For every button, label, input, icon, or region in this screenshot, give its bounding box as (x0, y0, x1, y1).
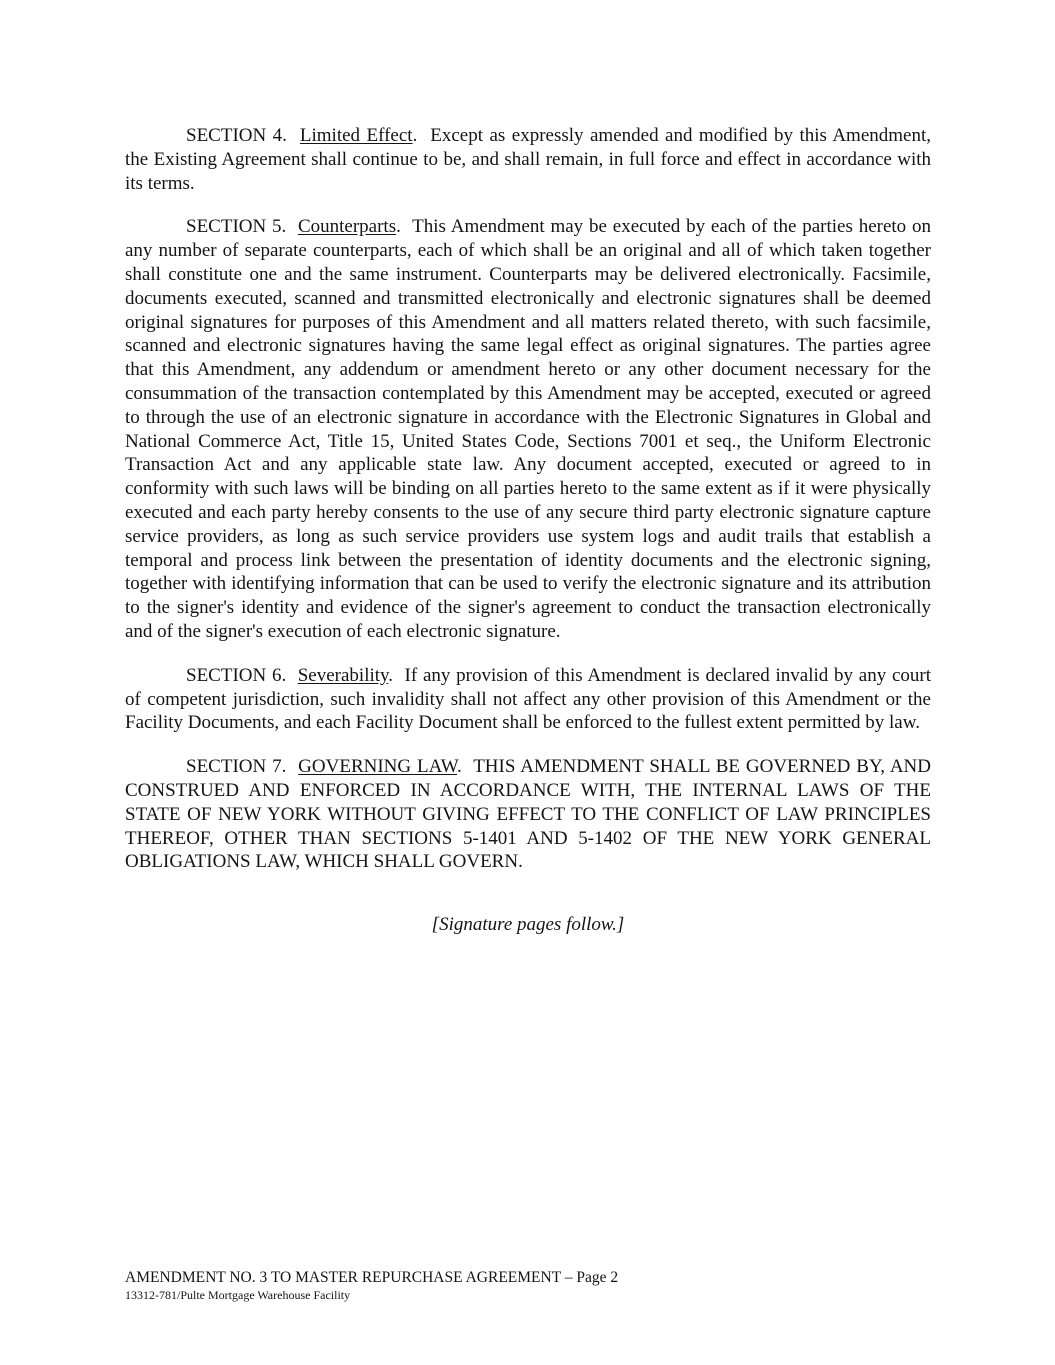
section-4-number: SECTION 4. (186, 125, 287, 146)
section-7-body: THIS AMENDMENT SHALL BE GOVERNED BY, AND CONSTRUED AND ENFORCED IN ACCORDANCE WITH, THE INTERNAL LAWS OF THE STATE OF NEW YORK WITHOUT GIVING EFFECT TO THE CONFLICT OF LAW PRINCIPLES THEREOF, OTHER THAN SECTIONS 5-1401 AND 5-1402 OF THE NEW YORK GENERAL OBLIGATIONS LAW, WHICH SHALL GOVERN. (125, 756, 931, 873)
section-4-body: Except as expressly amended and modified by this Amendment, the Existing Agreement shall continue to be, and shall remain, in full force and effect in accordance with its terms. (125, 125, 931, 194)
section-4-paragraph: SECTION 4. Limited Effect. Except as expressly amended and modified by this Amendment, the Existing Agreement shall continue to be, and shall remain, in full force and effect in accordance with its terms. (125, 125, 931, 194)
section-4-title: Limited Effect (299, 125, 413, 146)
section-7-paragraph: SECTION 7. GOVERNING LAW. THIS AMENDMENT SHALL BE GOVERNED BY, AND CONSTRUED AND ENFORCED IN ACCORDANCE WITH, THE INTERNAL LAWS OF THE STATE OF NEW YORK WITHOUT GIVING EFFECT TO THE CONFLICT OF LAW PRINCIPLES THEREOF, OTHER THAN SECTIONS 5-1401 AND 5-1402 OF THE NEW YORK GENERAL OBLIGATIONS LAW, WHICH SHALL GOVERN. (125, 756, 931, 873)
section-5-number: SECTION 5. (186, 216, 287, 238)
section-6-title: Severability (297, 664, 389, 686)
section-5-title: Counterparts (297, 216, 397, 238)
signature-pages-note: [Signature pages follow.] (431, 914, 625, 936)
footer-document-ref: 13312-781/Pulte Mortgage Warehouse Facility (125, 1288, 351, 1302)
section-7-title: GOVERNING LAW (298, 756, 457, 778)
section-6-number: SECTION 6. (186, 664, 287, 686)
section-5-body: This Amendment may be executed by each of the parties hereto on any number of separate counterparts, each of which shall be an original and all of which taken together shall constitute one and the same instrument. Counterparts may be delivered electronically. Facsimile, documents executed, scanned and transmitted electronically and electronic signatures shall be deemed original signatures for purposes of this Amendment and all matters related thereto, with such facsimile, scanned and electronic signatures having the same legal effect as original signatures. The parties agree that this Amendment, any addendum or amendment hereto or any other document necessary for the consummation of the transaction contemplated by this Amendment may be accepted, executed or agreed to through the use of an electronic signature in accordance with the Electronic Signatures in Global and National Commerce Act, Title 15, United States Code, Sections 7001 et seq., the Uniform Electronic Transaction Act and any applicable state law. Any document accepted, executed or agreed to in conformity with such laws will be binding on all parties hereto to the same extent as if it were physically executed and each party hereby consents to the use of any secure third party electronic signature capture service providers, as long as such service providers use system logs and audit trails that establish a temporal and process link between the presentation of identity documents and the electronic signing, together with identifying information that can be used to verify the electronic signature and its attribution to the signer's identity and evidence of the signer's agreement to conduct the transaction electronically and of the signer's execution of each electronic signature. (125, 216, 931, 642)
section-6-paragraph: SECTION 6. Severability. If any provision of this Amendment is declared invalid by any court of competent jurisdiction, such invalidity shall not affect any other provision of this Amendment or the Facility Documents, and each Facility Document shall be enforced to the fullest extent permitted by law. (125, 664, 932, 734)
document-body (125, 124, 931, 936)
section-5-paragraph: SECTION 5. Counterparts. This Amendment may be executed by each of the parties hereto on any number of separate counterparts, each of which shall be an original and all of which taken together shall constitute one and the same instrument. Counterparts may be delivered electronically. Facsimile, documents executed, scanned and transmitted electronically and electronic signatures shall be deemed original signatures for purposes of this Amendment and all matters related thereto, with such facsimile, scanned and electronic signatures having the same legal effect as original signatures. The parties agree that this Amendment, any addendum or amendment hereto or any other document necessary for the consummation of the transaction contemplated by this Amendment may be accepted, executed or agreed to through the use of an electronic signature in accordance with the Electronic Signatures in Global and National Commerce Act, Title 15, United States Code, Sections 7001 et seq., the Uniform Electronic Transaction Act and any applicable state law. Any document accepted, executed or agreed to in conformity with such laws will be binding on all parties hereto to the same extent as if it were physically executed and each party hereby consents to the use of any secure third party electronic signature capture service providers, as long as such service providers use system logs and audit trails that establish a temporal and process link between the presentation of identity documents and the electronic signing, together with identifying information that can be used to verify the electronic signature and its attribution to the signer's identity and evidence of the signer's agreement to conduct the transaction electronically and of the signer's execution of each electronic signature. (125, 216, 931, 642)
section-6-body: If any provision of this Amendment is declared invalid by any court of competent jurisdiction, such invalidity shall not affect any other provision of this Amendment or the Facility Documents, and each Facility Document shall be enforced to the fullest extent permitted by law. (125, 664, 932, 734)
page-footer (125, 1268, 931, 1303)
section-7-number: SECTION 7. (186, 756, 287, 778)
footer-document-title: AMENDMENT NO. 3 TO MASTER REPURCHASE AGREEMENT – Page 2 (125, 1269, 619, 1286)
